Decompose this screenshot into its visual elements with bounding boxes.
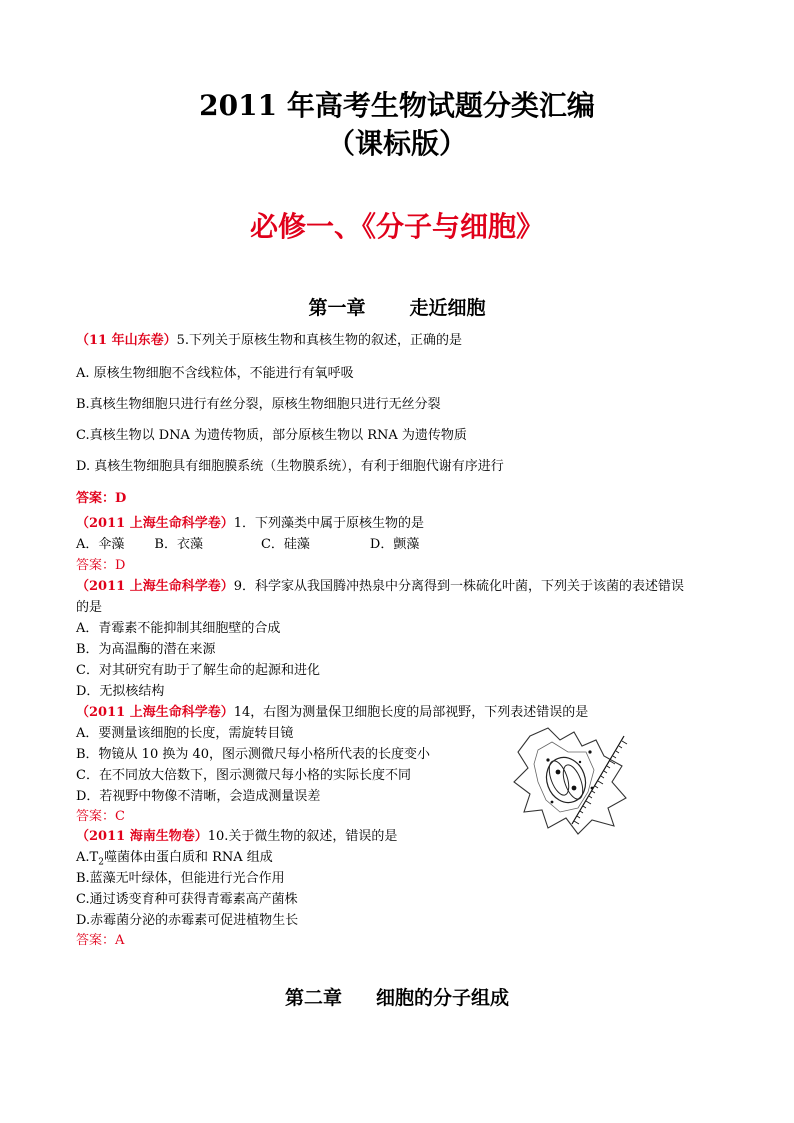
- q3-question-cont: 的是: [76, 600, 103, 615]
- subject-heading: 必修一、《分子与细胞》: [249, 210, 544, 243]
- q4-answer: 答案：C: [76, 809, 125, 824]
- q1-answer: 答案：D: [76, 491, 127, 506]
- q2-source: （2011 上海生命科学卷）: [76, 516, 234, 531]
- document-subtitle: （课标版）: [326, 127, 467, 160]
- q3-option-c: C．对其研究有助于了解生命的起源和进化: [76, 663, 320, 678]
- q4-question: 14，右图为测量保卫细胞长度的局部视野，下列表述错误的是: [233, 705, 589, 720]
- q5-option-b: B.蓝藻无叶绿体，但能进行光合作用: [76, 871, 285, 886]
- q1-stem: [76, 332, 462, 350]
- chapter-2-heading: [0, 983, 794, 1010]
- chapter-2-name: 细胞的分子组成: [376, 987, 510, 1009]
- chapter-1-name: 走近细胞: [409, 297, 486, 319]
- q1-option-d: D. 真核生物细胞具有细胞膜系统（生物膜系统），有利于细胞代谢有序进行: [76, 459, 504, 474]
- q4-option-b: B．物镜从 10 换为 40，图示测微尺每小格所代表的长度变小: [76, 747, 431, 762]
- q1-option-a: A. 原核生物细胞不含线粒体，不能进行有氧呼吸: [76, 366, 354, 381]
- q1-option-b: B.真核生物细胞只进行有丝分裂，原核生物细胞只进行无丝分裂: [76, 397, 441, 412]
- q2-answer: 答案：D: [76, 558, 126, 573]
- chapter-1-heading: [0, 293, 794, 320]
- q4-option-c: C．在不同放大倍数下，图示测微尺每小格的实际长度不同: [76, 768, 411, 783]
- q5-option-c: C.通过诱变育种可获得青霉素高产菌株: [76, 892, 298, 907]
- q5-option-d: D.赤霉菌分泌的赤霉素可促进植物生长: [76, 913, 299, 928]
- chapter-1-number: 第一章: [308, 297, 366, 319]
- q1-option-c: C.真核生物以 DNA 为遗传物质，部分原核生物以 RNA 为遗传物质: [76, 428, 467, 443]
- q3-option-d: D．无拟核结构: [76, 684, 165, 699]
- q2-stem: [76, 515, 424, 533]
- q1-question: 5.下列关于原核生物和真核生物的叙述，正确的是: [176, 333, 463, 348]
- q4-source: （2011 上海生命科学卷）: [76, 705, 234, 720]
- q2-option-a: A．伞藻: [76, 537, 125, 552]
- q1-source: （11 年山东卷）: [76, 333, 177, 348]
- q5-option-a: $A.T_2$噬菌体由蛋白质和 RNA 组成: [76, 850, 273, 868]
- q2-question: 1．下列藻类中属于原核生物的是: [233, 516, 424, 531]
- q5-answer: 答案：A: [76, 933, 125, 948]
- guard-cell-micrometer-figure: [508, 722, 632, 840]
- q5-source: （2011 海南生物卷）: [76, 829, 208, 844]
- document-title: 2011 年高考生物试题分类汇编: [199, 89, 595, 122]
- q3-stem: [76, 578, 684, 596]
- q5-question: 10.关于微生物的叙述，错误的是: [207, 829, 398, 844]
- q3-option-b: B．为高温酶的潜在来源: [76, 642, 216, 657]
- q3-question: 9．科学家从我国腾冲热泉中分离得到一株硫化叶菌，下列关于该菌的表述错误: [233, 579, 684, 594]
- q2-option-b: B．衣藻: [154, 537, 203, 552]
- q4-stem: [76, 704, 588, 722]
- q2-option-c: C．硅藻: [260, 537, 310, 552]
- chapter-2-number: 第二章: [284, 987, 342, 1009]
- q4-option-d: D．若视野中物像不清晰，会造成测量误差: [76, 789, 321, 804]
- q2-option-d: D．颤藻: [369, 537, 420, 552]
- q4-option-a: A．要测量该细胞的长度，需旋转目镜: [76, 726, 294, 741]
- q5-stem: [76, 828, 397, 846]
- q3-source: （2011 上海生命科学卷）: [76, 579, 234, 594]
- q2-options: [76, 536, 419, 554]
- q3-option-a: A．青霉素不能抑制其细胞壁的合成: [76, 621, 281, 636]
